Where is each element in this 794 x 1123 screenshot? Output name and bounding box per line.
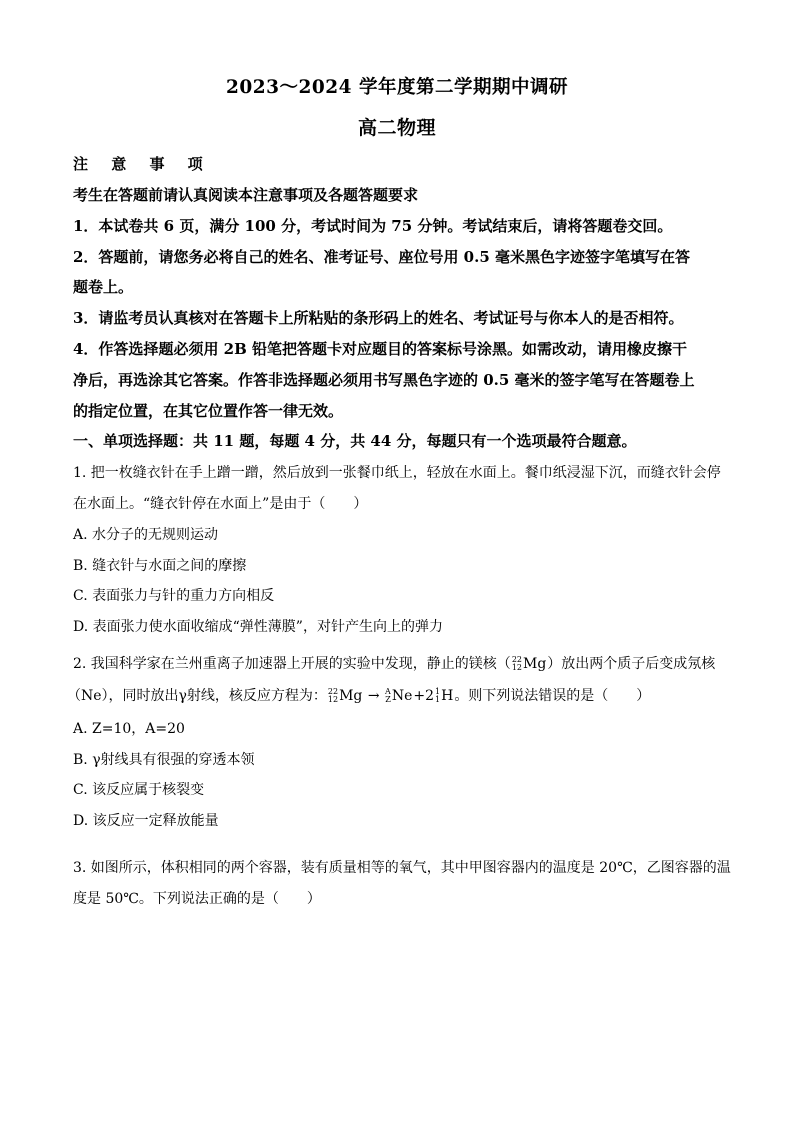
ne-symbol: Ne [391, 688, 413, 704]
question-2-text: 。则下列说法错误的是（ ） [454, 688, 651, 704]
question-2-stem [67, 680, 733, 712]
reaction-arrow: → [367, 688, 380, 704]
h-mass-number: 1 [435, 687, 441, 696]
h-atomic-number: 1 [435, 695, 441, 704]
question-1-option-d: D. 表面张力使水面收缩成“弹性薄膜”，对针产生向上的弹力 [73, 618, 443, 635]
plus-two: +2 [413, 688, 434, 704]
mg-symbol: Mg [523, 656, 547, 672]
mg-atomic-number: 12 [327, 695, 339, 704]
question-1-option-c: C. 表面张力与针的重力方向相反 [73, 588, 275, 604]
notice-intro: 考生在答题前请认真阅读本注意事项及各题答题要求 [73, 186, 419, 204]
notice-item: 题卷上。 [73, 278, 134, 297]
question-2-option-a: A. Z=10，A=20 [73, 721, 185, 737]
question-2-stem [73, 648, 733, 680]
section-heading: 一、单项选择题：共 11 题，每题 4 分，共 44 分，每题只有一个选项最符合题意。 [73, 432, 637, 451]
question-1-stem: 1. 把一枚缝衣针在手上蹭一蹭，然后放到一张餐巾纸上，轻放在水面上。餐巾纸浸湿下沉，而缝衣针会停 [73, 465, 721, 481]
question-1-option-b: B. 缝衣针与水面之间的摩擦 [73, 557, 247, 574]
question-2-text: （Ne），同时放出γ射线，核反应方程为： [67, 688, 327, 704]
notice-item: 2．答题前，请您务必将自己的姓名、准考证号、座位号用 0.5 毫米黑色字迹签字笔填写在答 [73, 247, 690, 266]
question-1-option-a: A. 水分子的无规则运动 [73, 527, 219, 543]
mg-mass-number: 22 [511, 655, 522, 664]
question-3-stem: 3. 如图所示，体积相同的两个容器，装有质量相等的氧气，其中甲图容器内的温度是 20℃，乙图容器的温 [73, 860, 731, 876]
exam-title: 2023～2024 学年度第二学期期中调研 [226, 77, 568, 98]
question-1-stem: 在水面上。“缝衣针停在水面上”是由于（ ） [73, 495, 368, 512]
notice-heading: 注 意 事 项 [73, 155, 212, 173]
question-2 [67, 648, 733, 836]
question-3-stem: 度是 50℃。下列说法正确的是（ ） [73, 890, 321, 907]
ne-atomic-number: Z [385, 695, 391, 704]
question-2-option-c: C. 该反应属于核裂变 [73, 782, 205, 798]
mg-symbol: Mg [339, 688, 363, 704]
mg-nuclide [512, 648, 546, 680]
question-2-option-b: B. γ射线具有很强的穿透本领 [73, 751, 255, 768]
notice-item: 净后，再选涂其它答案。作答非选择题必须用书写黑色字迹的 0.5 毫米的签字笔写在答题卷上 [73, 370, 695, 389]
question-1 [73, 458, 733, 642]
subject-title: 高二物理 [357, 117, 436, 139]
notice-item: 3．请监考员认真核对在答题卡上所粘贴的条形码上的姓名、考试证号与你本人的是否相符。 [73, 309, 684, 328]
mg-mass-number: 22 [327, 687, 339, 696]
question-2-text: 2. 我国科学家在兰州重离子加速器上开展的实验中发现，静止的镁核（ [73, 656, 511, 672]
notice-block [73, 180, 733, 457]
notice-item: 1．本试卷共 6 页，满分 100 分，考试时间为 75 分钟。考试结束后，请将答题卷交回。 [73, 216, 673, 235]
mg-atomic-number: 12 [511, 663, 522, 672]
question-2-option-d: D. 该反应一定释放能量 [73, 812, 219, 829]
reaction-equation [327, 688, 454, 704]
notice-item: 的指定位置，在其它位置作答一律无效。 [73, 401, 344, 420]
question-3 [73, 853, 733, 914]
h-symbol: H [441, 688, 454, 704]
question-2-text: ）放出两个质子后变成氖核 [547, 656, 716, 672]
ne-mass-number: A [385, 687, 391, 696]
notice-item: 4．作答选择题必须用 2B 铅笔把答题卡对应题目的答案标号涂黑。如需改动，请用橡皮擦干 [73, 339, 688, 358]
